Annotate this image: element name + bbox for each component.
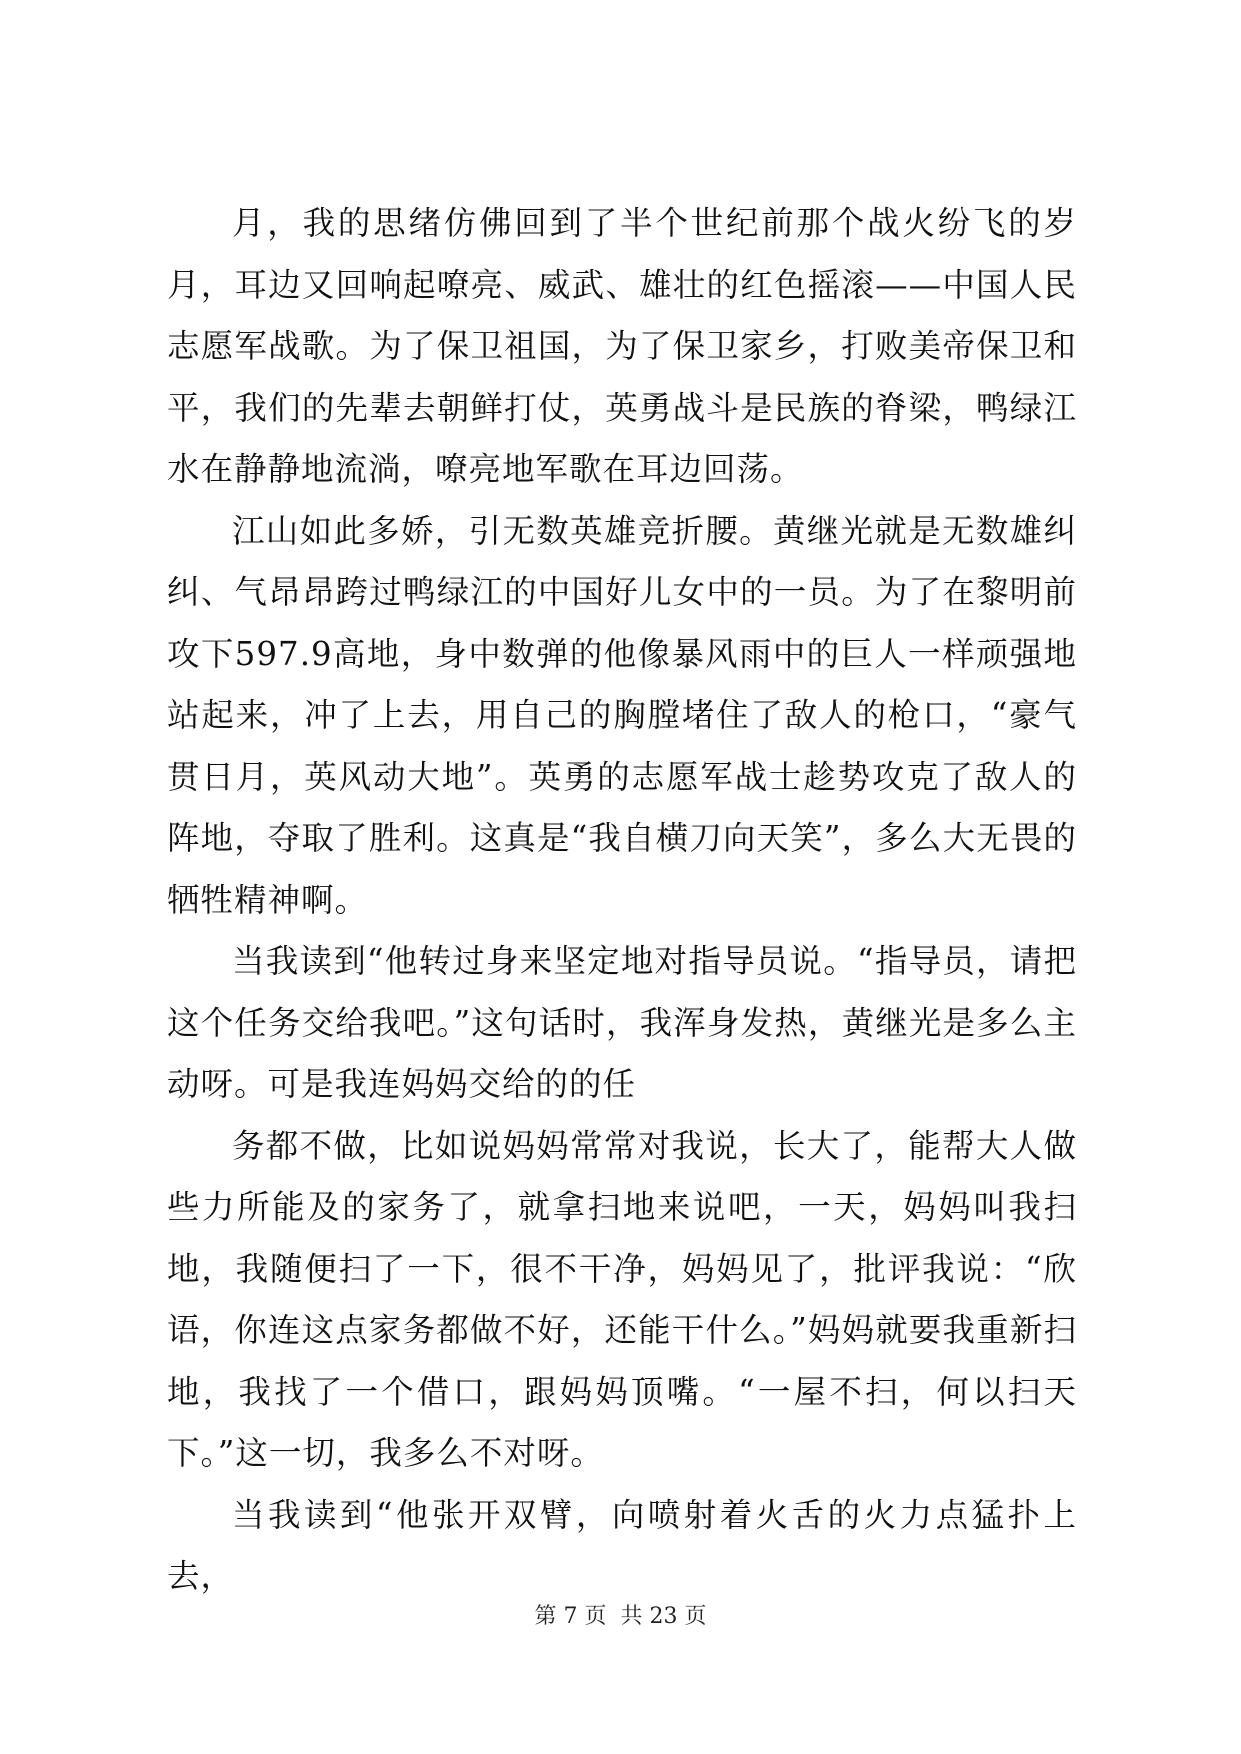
page-total: 共 23 页 xyxy=(620,1604,707,1629)
paragraph-4: 务都不做，比如说妈妈常常对我说，长大了，能帮大人做些力所能及的家务了，就拿扫地来说吧，一天，妈妈叫我扫地，我随便扫了一下，很不干净，妈妈见了，批评我说：“欣语，你连这点家务都做不好，还能干什么。”妈妈就要我重新扫地，我找了一个借口，跟妈妈顶嘴。“一屋不扫，何以扫天下。”这一切，我多么不对呀。 xyxy=(167,1126,1077,1472)
page-number: 第 7 页 xyxy=(534,1604,607,1629)
body-text xyxy=(167,193,1077,1608)
paragraph-1: 月，我的思绪仿佛回到了半个世纪前那个战火纷飞的岁月，耳边又回响起嘹亮、威武、雄壮的红色摇滚——中国人民志愿军战歌。为了保卫祖国，为了保卫家乡，打败美帝保卫和平，我们的先辈去朝鲜打仗，英勇战斗是民族的脊梁，鸭绿江水在静静地流淌，嘹亮地军歌在耳边回荡。 xyxy=(167,204,1077,488)
page-footer xyxy=(0,1602,1241,1632)
paragraph-5: 当我读到“他张开双臂，向喷射着火舌的火力点猛扑上去， xyxy=(167,1495,1077,1595)
paragraph-2: 江山如此多娇，引无数英雄竞折腰。黄继光就是无数雄纠纠、气昂昂跨过鸭绿江的中国好儿女中的一员。为了在黎明前攻下597.9高地，身中数弹的他像暴风雨中的巨人一样顽强地站起来，冲了上去，用自己的胸膛堵住了敌人的枪口，“豪气贯日月，英风动大地”。英勇的志愿军战士趁势攻克了敌人的阵地，夺取了胜利。这真是“我自横刀向天笑”，多么大无畏的牺牲精神啊。 xyxy=(167,511,1077,919)
paragraph-3: 当我读到“他转过身来坚定地对指导员说。“指导员，请把这个任务交给我吧。”这句话时，我浑身发热，黄继光是多么主动呀。可是我连妈妈交给的的任 xyxy=(167,942,1077,1103)
